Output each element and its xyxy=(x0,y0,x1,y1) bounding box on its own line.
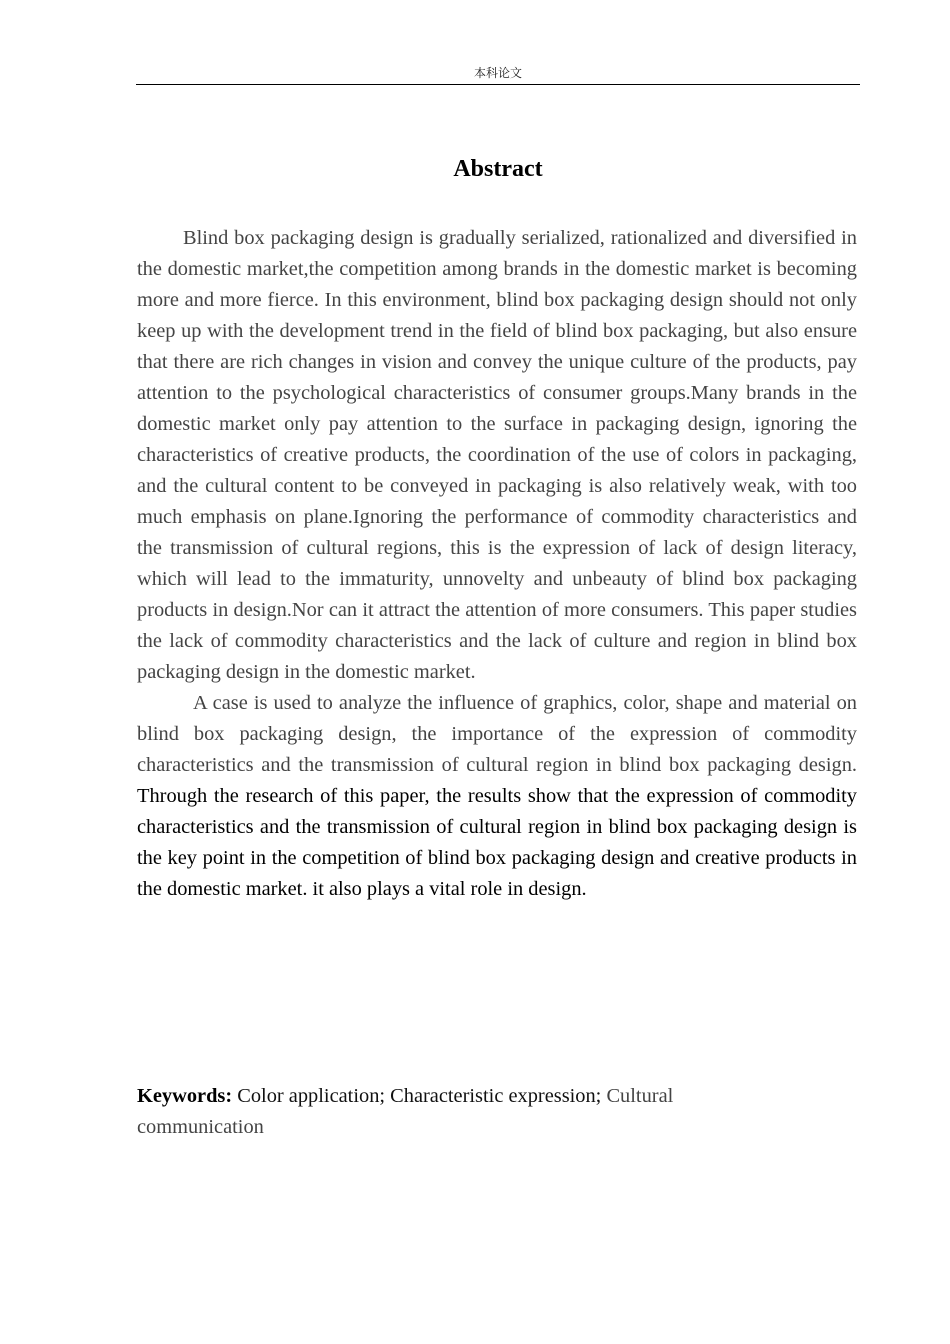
header-text: 本科论文 xyxy=(473,66,522,80)
abstract-paragraph-2-part-2: Through the research of this paper, the results show that the expression of commodity characteristics and the transmission of cultural region in blind box packaging design is the key point in the competition of blind box packaging design and creative products in the domestic market. it also plays a vital role in design. xyxy=(137,785,857,900)
abstract-title: Abstract xyxy=(453,156,543,182)
keywords-label: Keywords: xyxy=(137,1085,233,1107)
abstract-body xyxy=(137,223,857,905)
keywords-terms-last: Cultural communication xyxy=(137,1085,674,1138)
keywords-terms: Color application; Characteristic expression; xyxy=(232,1085,607,1107)
page-header xyxy=(136,62,860,85)
abstract-paragraph-2-part-1: A case is used to analyze the influence of graphics, color, shape and material on blind box packaging design, the importance of the expression of commodity characteristics and the transmission of cultural region in blind box packaging design. xyxy=(137,692,857,776)
abstract-paragraph-1: Blind box packaging design is gradually serialized, rationalized and diversified in the domestic market,the competition among brands in the domestic market is becoming more and more fierce. In this environment, blind box packaging design should not only keep up with the development trend in the field of blind box packaging, but also ensure that there are rich changes in vision and convey the unique culture of the products, pay attention to the psychological characteristics of consumer groups.Many brands in the domestic market only pay attention to the surface in packaging design, ignoring the characteristics of creative products, the coordination of the use of colors in packaging, and the cultural content to be conveyed in packaging is also relatively weak, with too much emphasis on plane.Ignoring the performance of commodity characteristics and the transmission of cultural regions, this is the expression of lack of design literacy, which will lead to the immaturity, unnovelty and unbeauty of blind box packaging products in design.Nor can it attract the attention of more consumers. This paper studies the lack of commodity characteristics and the lack of culture and region in blind box packaging design in the domestic market. xyxy=(137,227,857,683)
abstract-paragraph-2 xyxy=(137,688,857,905)
keywords-line xyxy=(137,1081,757,1143)
